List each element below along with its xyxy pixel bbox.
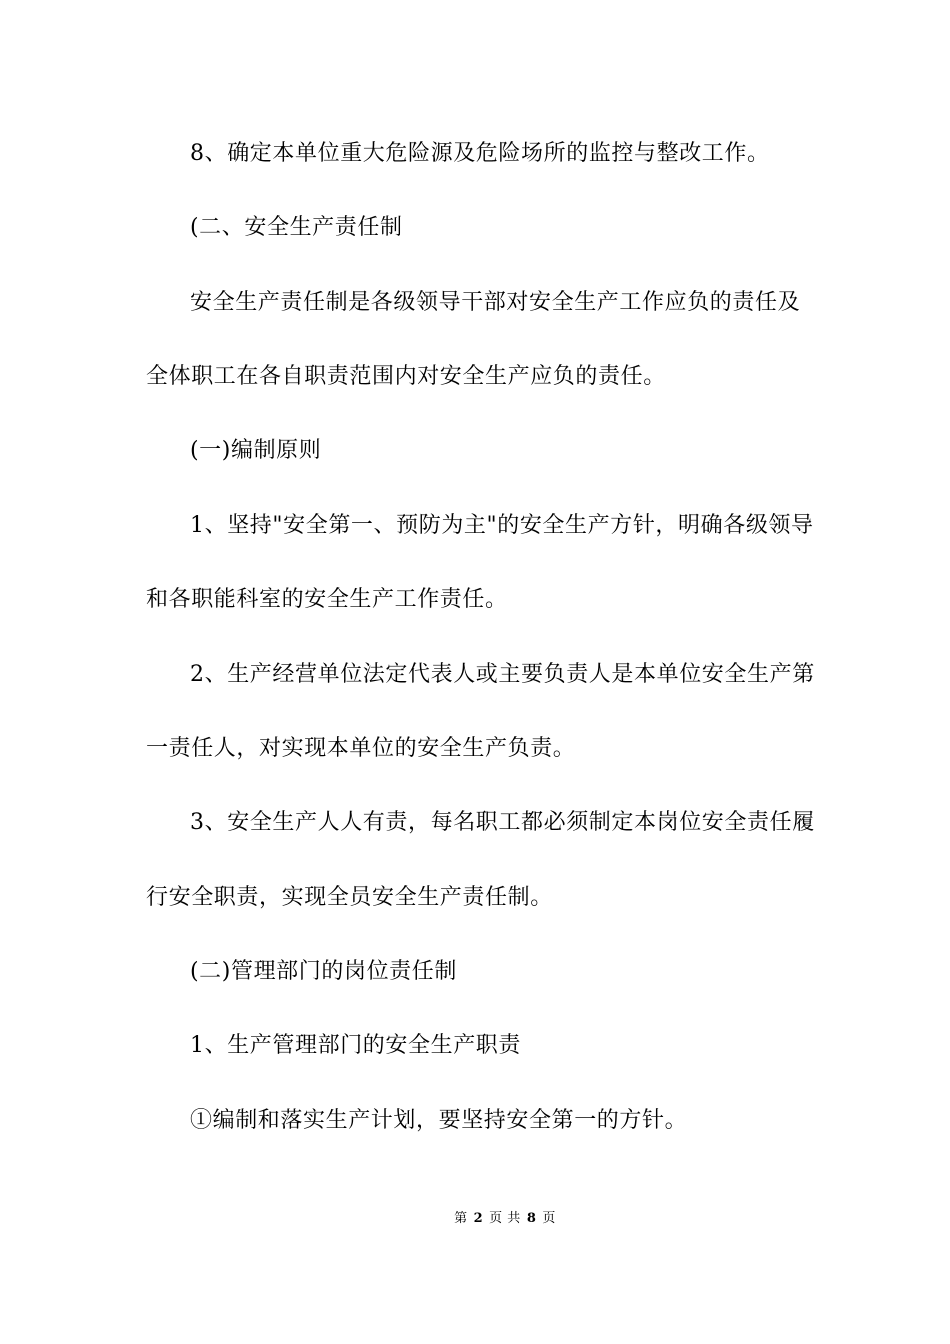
paragraph-line-7: 和各职能科室的安全生产工作责任。: [146, 587, 508, 612]
paragraph-line-14: ①编制和落实生产计划，要坚持安全第一的方针。: [190, 1108, 688, 1133]
subsection-heading-dept-responsibility: (二)管理部门的岗位责任制: [190, 959, 457, 984]
footer-middle: 页 共: [489, 1211, 521, 1226]
footer-prefix: 第: [454, 1211, 468, 1226]
page-footer: [0, 1207, 950, 1226]
paragraph-line-10: 3、安全生产人人有责，每名职工都必须制定本岗位安全责任履: [190, 810, 815, 835]
footer-current-page: 2: [473, 1211, 484, 1226]
paragraph-line-3: 安全生产责任制是各级领导干部对安全生产工作应负的责任及: [190, 290, 801, 315]
paragraph-line-13: 1、生产管理部门的安全生产职责: [190, 1033, 521, 1058]
footer-total-pages: 8: [526, 1211, 537, 1226]
footer-suffix: 页: [542, 1211, 556, 1226]
paragraph-line-11: 行安全职责，实现全员安全生产责任制。: [146, 885, 553, 910]
paragraph-line-8: 2、生产经营单位法定代表人或主要负责人是本单位安全生产第: [190, 662, 815, 687]
paragraph-line-1: 8、确定本单位重大危险源及危险场所的监控与整改工作。: [190, 141, 770, 166]
section-heading-2: (二、安全生产责任制: [190, 215, 403, 240]
paragraph-line-6: 1、坚持"安全第一、预防为主"的安全生产方针，明确各级领导: [190, 513, 814, 538]
subsection-heading-compile-principles: (一)编制原则: [190, 438, 322, 463]
paragraph-line-9: 一责任人，对实现本单位的安全生产负责。: [146, 736, 576, 761]
paragraph-line-4: 全体职工在各自职责范围内对安全生产应负的责任。: [146, 364, 666, 389]
